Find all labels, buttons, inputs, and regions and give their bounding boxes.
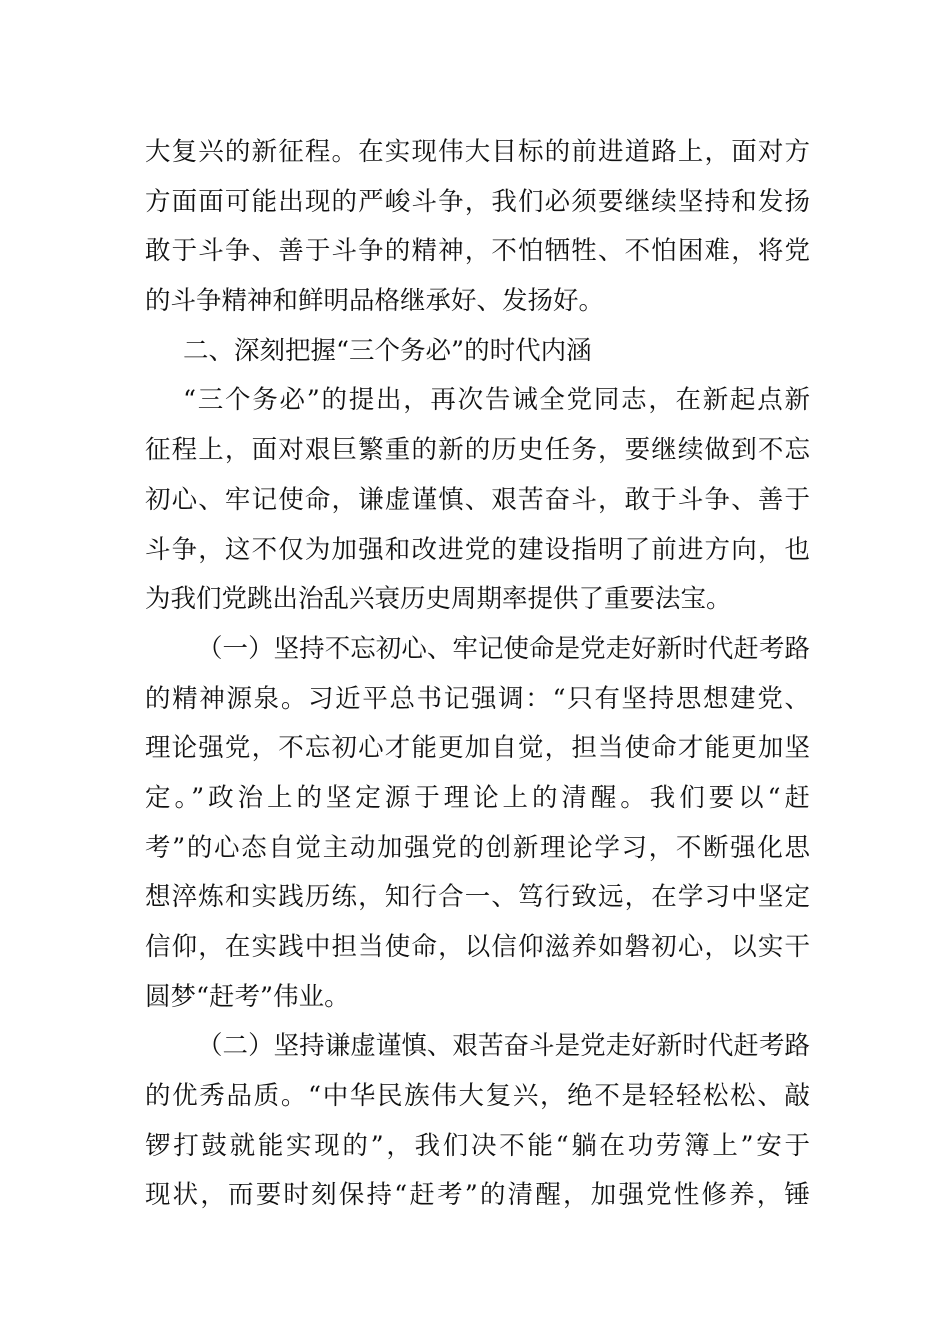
text-line: “三个务必”的提出，再次告诫全党同志，在新起点新 bbox=[183, 385, 810, 416]
subsection-line: （二）坚持谦虚谨慎、艰苦奋斗是党走好新时代赶考路 bbox=[197, 1031, 810, 1062]
subsection-line: （一）坚持不忘初心、牢记使命是党走好新时代赶考路 bbox=[197, 633, 810, 664]
text-line: 的优秀品质。“中华民族伟大复兴，绝不是轻轻松松、敲 bbox=[145, 1081, 810, 1112]
text-line: 想淬炼和实践历练，知行合一、笃行致远，在学习中坚定 bbox=[145, 882, 810, 913]
text-line: 初心、牢记使命，谦虚谨慎、艰苦奋斗，敢于斗争、善于 bbox=[145, 484, 810, 515]
text-line: 信仰，在实践中担当使命，以信仰滋养如磐初心，以实干 bbox=[145, 932, 810, 962]
text-line: 锣打鼓就能实现的”，我们决不能“躺在功劳簿上”安于 bbox=[145, 1130, 810, 1161]
text-line: 方面面可能出现的严峻斗争，我们必须要继续坚持和发扬 bbox=[145, 186, 810, 217]
text-line: 斗争，这不仅为加强和改进党的建设指明了前进方向，也 bbox=[145, 534, 810, 565]
text-line: 考”的心态自觉主动加强党的创新理论学习，不断强化思 bbox=[145, 832, 810, 863]
text-line: 理论强党，不忘初心才能更加自觉，担当使命才能更加坚 bbox=[145, 733, 810, 764]
text-line: 的斗争精神和鲜明品格继承好、发扬好。 bbox=[145, 286, 605, 317]
document-body bbox=[145, 128, 810, 1221]
text-line: 现状，而要时刻保持“赶考”的清醒，加强党性修养，锤 bbox=[145, 1180, 810, 1211]
text-line: 征程上，面对艰巨繁重的新的历史任务，要继续做到不忘 bbox=[145, 435, 810, 466]
text-line: 为我们党跳出治乱兴衰历史周期率提供了重要法宝。 bbox=[145, 584, 732, 615]
text-line: 圆梦“赶考”伟业。 bbox=[145, 981, 350, 1012]
text-line: 定。”政治上的坚定源于理论上的清醒。我们要以“赶 bbox=[145, 782, 810, 813]
text-line: 的精神源泉。习近平总书记强调：“只有坚持思想建党、 bbox=[145, 683, 810, 714]
text-line: 大复兴的新征程。在实现伟大目标的前进道路上，面对方 bbox=[145, 137, 810, 167]
section-heading: 二、深刻把握“三个务必”的时代内涵 bbox=[183, 335, 592, 366]
text-line: 敢于斗争、善于斗争的精神，不怕牺牲、不怕困难，将党 bbox=[145, 236, 810, 267]
